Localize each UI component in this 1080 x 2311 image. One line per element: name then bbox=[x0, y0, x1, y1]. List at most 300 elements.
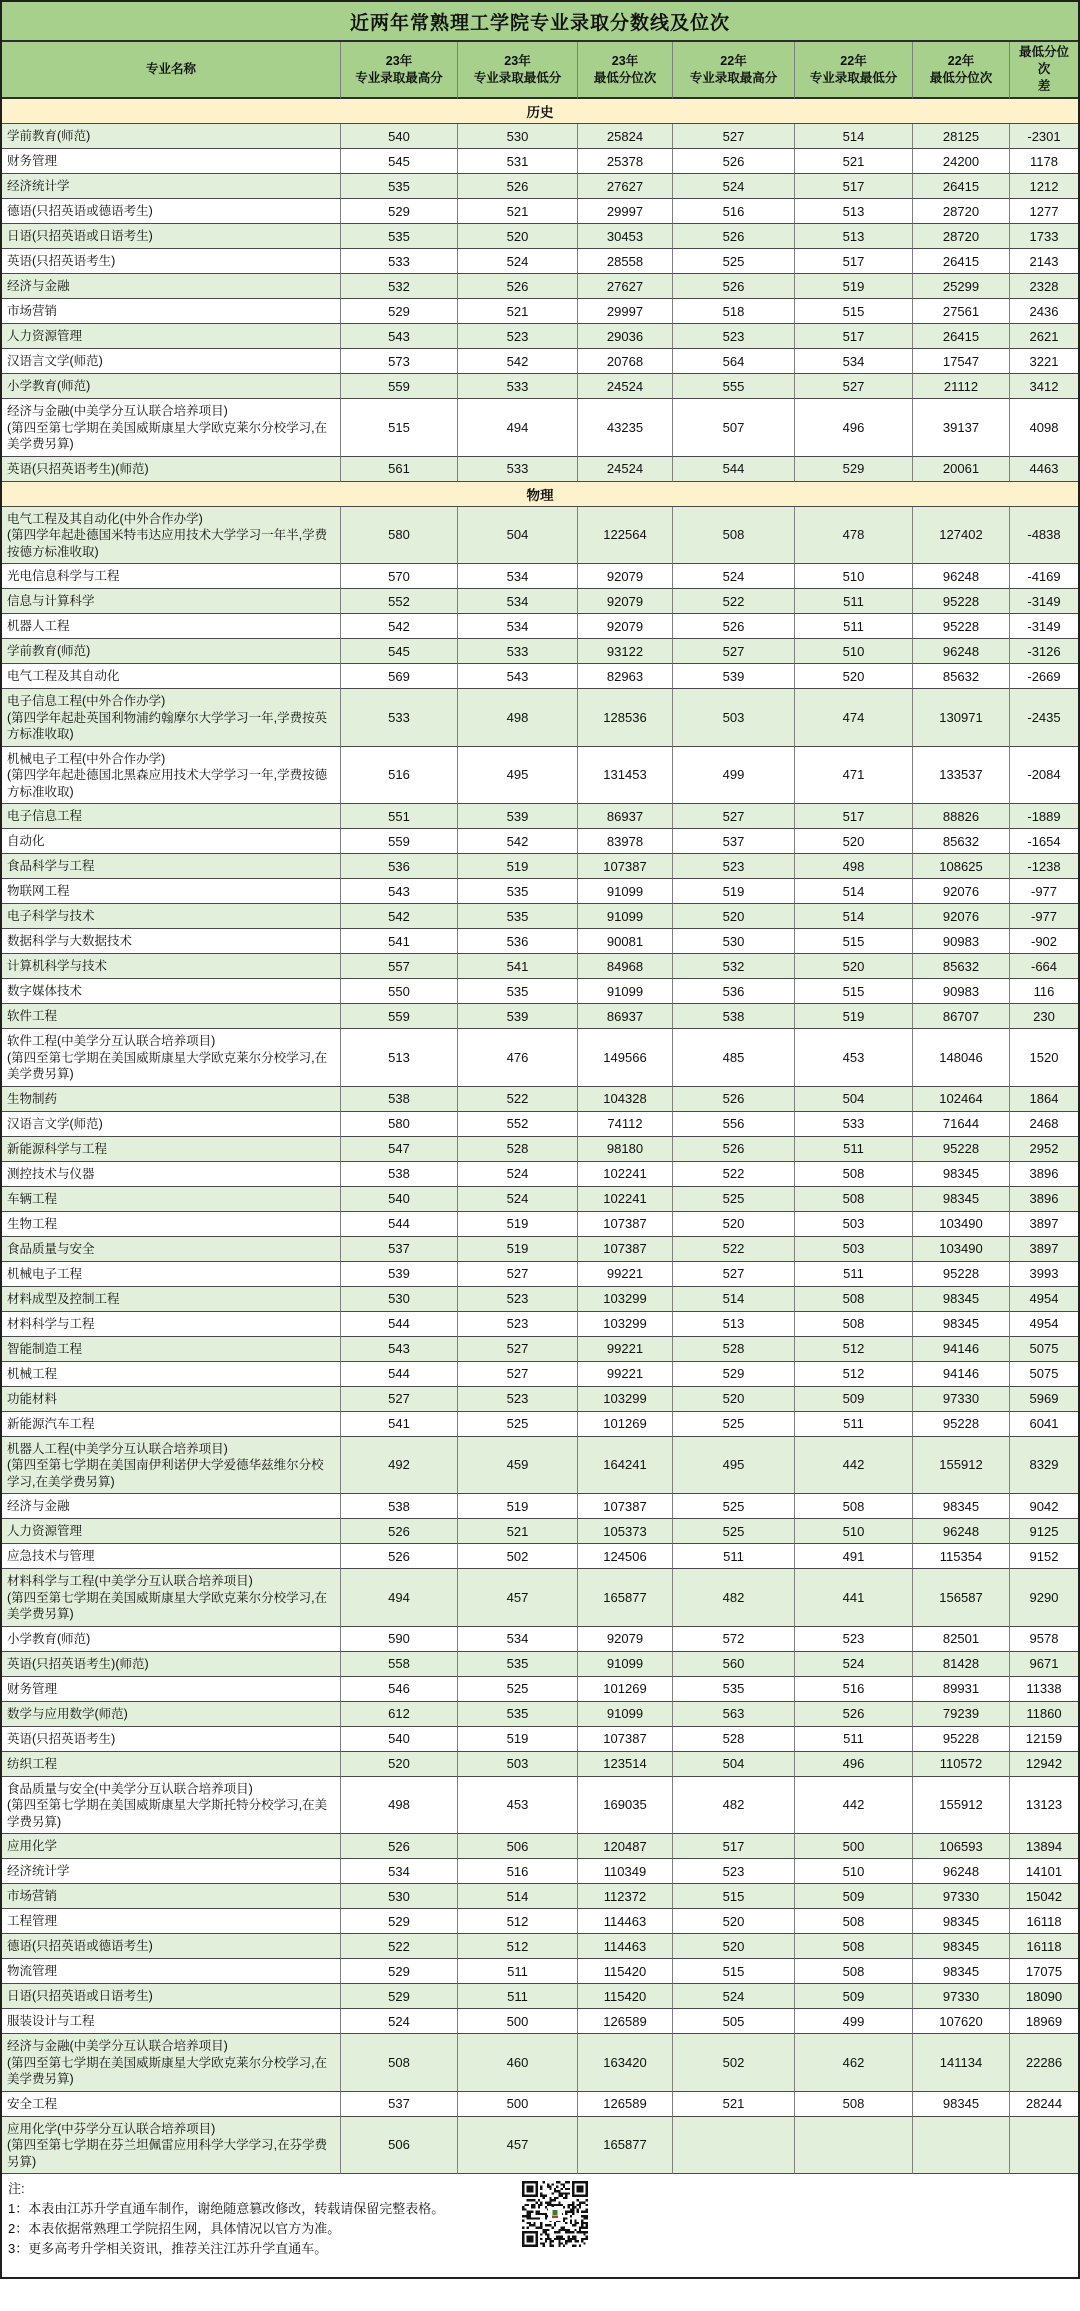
cell-value: 13894 bbox=[1010, 1834, 1078, 1859]
cell-major-name bbox=[2, 2034, 341, 2092]
cell-value: 27561 bbox=[913, 299, 1010, 324]
cell-value: 590 bbox=[341, 1627, 458, 1652]
cell-value: 26415 bbox=[913, 324, 1010, 349]
cell-value: 4463 bbox=[1010, 457, 1078, 482]
cell-major-name bbox=[2, 1112, 341, 1137]
table-row bbox=[2, 1262, 1078, 1287]
cell-value: 107387 bbox=[578, 854, 673, 879]
major-name: 经济与金融(中美学分互认联合培养项目) bbox=[7, 2039, 228, 2053]
header-label: 差 bbox=[1037, 79, 1051, 93]
cell-value: 544 bbox=[341, 1212, 458, 1237]
cell-value: -1889 bbox=[1010, 804, 1078, 829]
cell-value: 511 bbox=[795, 1137, 913, 1162]
cell-value: 91099 bbox=[578, 904, 673, 929]
major-name: 机器人工程(中美学分互认联合培养项目) bbox=[7, 1441, 228, 1456]
major-name: 电气工程及其自动化 bbox=[7, 669, 120, 683]
cell-major-name bbox=[2, 1884, 341, 1909]
major-name: 经济与金融(中美学分互认联合培养项目) bbox=[7, 404, 228, 418]
cell-value: 552 bbox=[458, 1112, 578, 1137]
table-row bbox=[2, 149, 1078, 174]
table-row bbox=[2, 1312, 1078, 1337]
cell-value: 89931 bbox=[913, 1677, 1010, 1702]
cell-major-name bbox=[2, 1652, 341, 1677]
cell-major-name bbox=[2, 2092, 341, 2117]
major-name: 德语(只招英语或德语考生) bbox=[7, 204, 153, 218]
cell-value: 92076 bbox=[913, 879, 1010, 904]
cell-major-name bbox=[2, 1287, 341, 1312]
cell-value: 534 bbox=[341, 1859, 458, 1884]
table-row bbox=[2, 929, 1078, 954]
major-name: 应急技术与管理 bbox=[7, 1549, 95, 1563]
cell-value: 525 bbox=[673, 1412, 795, 1437]
cell-value: 482 bbox=[673, 1569, 795, 1627]
table-row bbox=[2, 1412, 1078, 1437]
cell-value: 9671 bbox=[1010, 1652, 1078, 1677]
table-row bbox=[2, 2117, 1078, 2175]
table-row bbox=[2, 274, 1078, 299]
cell-value: 9578 bbox=[1010, 1627, 1078, 1652]
cell-value: 169035 bbox=[578, 1777, 673, 1835]
header-cell bbox=[341, 42, 458, 99]
cell-value: 559 bbox=[341, 829, 458, 854]
cell-major-name bbox=[2, 1702, 341, 1727]
cell-value: 534 bbox=[458, 564, 578, 589]
cell-value: 520 bbox=[795, 829, 913, 854]
cell-value: 97330 bbox=[913, 1884, 1010, 1909]
cell-value: 124506 bbox=[578, 1544, 673, 1569]
cell-value: 513 bbox=[795, 224, 913, 249]
cell-value: 509 bbox=[795, 1984, 913, 2009]
cell-value: 28720 bbox=[913, 224, 1010, 249]
table-row bbox=[2, 174, 1078, 199]
cell-value: 535 bbox=[341, 174, 458, 199]
major-name: 经济与金融 bbox=[7, 279, 70, 293]
cell-value: 43235 bbox=[578, 399, 673, 457]
cell-value: 534 bbox=[458, 589, 578, 614]
header-cell bbox=[913, 42, 1010, 99]
cell-value: 503 bbox=[673, 689, 795, 747]
cell-value: 534 bbox=[795, 349, 913, 374]
cell-value: -902 bbox=[1010, 929, 1078, 954]
cell-value: 502 bbox=[673, 2034, 795, 2092]
header-label: 专业录取最高分 bbox=[689, 70, 778, 85]
cell-value: 527 bbox=[673, 639, 795, 664]
cell-value: 126589 bbox=[578, 2092, 673, 2117]
major-name: 财务管理 bbox=[7, 154, 58, 168]
cell-value: 478 bbox=[795, 507, 913, 565]
section-header bbox=[2, 482, 1078, 507]
cell-value: 99221 bbox=[578, 1362, 673, 1387]
cell-value: 1733 bbox=[1010, 224, 1078, 249]
cell-value: 2952 bbox=[1010, 1137, 1078, 1162]
cell-major-name bbox=[2, 1752, 341, 1777]
major-name: 英语(只招英语考生) bbox=[7, 1731, 116, 1746]
cell-value: 511 bbox=[458, 1984, 578, 2009]
cell-value: 519 bbox=[458, 1727, 578, 1752]
cell-value: 526 bbox=[673, 1137, 795, 1162]
cell-value: -3149 bbox=[1010, 614, 1078, 639]
major-name: 应用化学(中芬学分互认联合培养项目) bbox=[7, 2121, 216, 2136]
table-row bbox=[2, 1362, 1078, 1387]
cell-value: 95228 bbox=[913, 1137, 1010, 1162]
cell-value: 91099 bbox=[578, 1702, 673, 1727]
cell-value: 24524 bbox=[578, 374, 673, 399]
cell-value: 509 bbox=[795, 1884, 913, 1909]
cell-value: 91099 bbox=[578, 879, 673, 904]
major-name: 日语(只招英语或日语考生) bbox=[7, 229, 153, 243]
cell-value: 30453 bbox=[578, 224, 673, 249]
cell-value: 545 bbox=[341, 639, 458, 664]
cell-value: 495 bbox=[673, 1437, 795, 1495]
cell-value: 133537 bbox=[913, 747, 1010, 805]
major-name: 汉语言文学(师范) bbox=[7, 1116, 103, 1131]
major-name: 软件工程(中美学分互认联合培养项目) bbox=[7, 1034, 216, 1048]
cell-value: 11338 bbox=[1010, 1677, 1078, 1702]
cell-value: 482 bbox=[673, 1777, 795, 1835]
major-name: 经济统计学 bbox=[7, 179, 70, 193]
header-label: 专业名称 bbox=[145, 62, 196, 76]
cell-value: 95228 bbox=[913, 589, 1010, 614]
cell-value: 519 bbox=[458, 854, 578, 879]
cell-value: 494 bbox=[458, 399, 578, 457]
cell-value: 522 bbox=[673, 1162, 795, 1187]
cell-value: 84968 bbox=[578, 954, 673, 979]
header-cell bbox=[1010, 42, 1078, 99]
table-row bbox=[2, 1544, 1078, 1569]
cell-value: 532 bbox=[341, 274, 458, 299]
cell-value: 86937 bbox=[578, 1004, 673, 1029]
cell-value: 525 bbox=[673, 249, 795, 274]
cell-value: 526 bbox=[673, 149, 795, 174]
cell-value: 547 bbox=[341, 1137, 458, 1162]
cell-value: 542 bbox=[341, 904, 458, 929]
cell-value: 107620 bbox=[913, 2009, 1010, 2034]
cell-value: 149566 bbox=[578, 1029, 673, 1087]
cell-value: 535 bbox=[458, 1702, 578, 1727]
cell-value: 106593 bbox=[913, 1834, 1010, 1859]
cell-value: 523 bbox=[673, 1859, 795, 1884]
cell-major-name bbox=[2, 954, 341, 979]
cell-value: 517 bbox=[795, 324, 913, 349]
cell-value: 580 bbox=[341, 1112, 458, 1137]
major-name: 日语(只招英语或日语考生) bbox=[7, 1989, 153, 2003]
cell-value: 545 bbox=[341, 149, 458, 174]
cell-value: 92076 bbox=[913, 904, 1010, 929]
cell-major-name bbox=[2, 1934, 341, 1959]
header-label: 23年 bbox=[611, 53, 639, 68]
cell-value: 3896 bbox=[1010, 1162, 1078, 1187]
major-detail: (第四学年起赴英国利物浦约翰摩尔大学学习一年,学费按英方标准收取) bbox=[7, 710, 328, 741]
cell-value: 74112 bbox=[578, 1112, 673, 1137]
cell-value: 520 bbox=[673, 1909, 795, 1934]
table-row bbox=[2, 2092, 1078, 2117]
cell-value: 543 bbox=[458, 664, 578, 689]
cell-value: 524 bbox=[458, 249, 578, 274]
cell-value: 11860 bbox=[1010, 1702, 1078, 1727]
cell-value: 4098 bbox=[1010, 399, 1078, 457]
cell-value: 526 bbox=[341, 1834, 458, 1859]
table-row bbox=[2, 1287, 1078, 1312]
cell-value: 526 bbox=[673, 224, 795, 249]
cell-major-name bbox=[2, 174, 341, 199]
header-label: 23年 bbox=[385, 53, 413, 68]
major-name: 车辆工程 bbox=[7, 1191, 58, 1206]
cell-major-name bbox=[2, 324, 341, 349]
qr-code bbox=[522, 2181, 588, 2247]
cell-value: 535 bbox=[458, 879, 578, 904]
cell-value: 102241 bbox=[578, 1187, 673, 1212]
cell-value: 116 bbox=[1010, 979, 1078, 1004]
cell-value: 522 bbox=[458, 1087, 578, 1112]
cell-major-name bbox=[2, 1004, 341, 1029]
cell-value: 131453 bbox=[578, 747, 673, 805]
major-name: 工程管理 bbox=[7, 1914, 58, 1928]
major-name: 小学教育(师范) bbox=[7, 379, 91, 393]
cell-major-name bbox=[2, 457, 341, 482]
cell-value: 96248 bbox=[913, 1519, 1010, 1544]
cell-value: 28125 bbox=[913, 124, 1010, 149]
cell-value: 83978 bbox=[578, 829, 673, 854]
cell-value: 82963 bbox=[578, 664, 673, 689]
cell-value: 527 bbox=[458, 1337, 578, 1362]
major-detail: (第四学年起赴德国北黑森应用技术大学学习一年,学费按德方标准收取) bbox=[7, 768, 328, 799]
table-row bbox=[2, 804, 1078, 829]
cell-value: 508 bbox=[795, 1959, 913, 1984]
cell-value: 507 bbox=[673, 399, 795, 457]
cell-value: 515 bbox=[795, 979, 913, 1004]
cell-value: 552 bbox=[341, 589, 458, 614]
cell-value: 510 bbox=[795, 639, 913, 664]
cell-value: 98345 bbox=[913, 1494, 1010, 1519]
cell-value: 98345 bbox=[913, 2092, 1010, 2117]
table-row bbox=[2, 1884, 1078, 1909]
cell-value: 542 bbox=[341, 614, 458, 639]
section-title: 物理 bbox=[2, 482, 1078, 507]
cell-value: 526 bbox=[341, 1519, 458, 1544]
cell-major-name bbox=[2, 1519, 341, 1544]
cell-value: 540 bbox=[341, 1187, 458, 1212]
table-row bbox=[2, 1752, 1078, 1777]
cell-value: 15042 bbox=[1010, 1884, 1078, 1909]
cell-value: 515 bbox=[673, 1884, 795, 1909]
cell-value: 541 bbox=[458, 954, 578, 979]
table-row bbox=[2, 614, 1078, 639]
cell-value: 523 bbox=[795, 1627, 913, 1652]
cell-value: 3221 bbox=[1010, 349, 1078, 374]
cell-value: 156587 bbox=[913, 1569, 1010, 1627]
cell-value: 4954 bbox=[1010, 1312, 1078, 1337]
cell-value: 155912 bbox=[913, 1777, 1010, 1835]
cell-value: 85632 bbox=[913, 829, 1010, 854]
header-label: 专业录取最低分 bbox=[809, 70, 898, 85]
cell-value: 527 bbox=[673, 124, 795, 149]
cell-value: 538 bbox=[341, 1162, 458, 1187]
cell-value: 97330 bbox=[913, 1984, 1010, 2009]
table-row bbox=[2, 1137, 1078, 1162]
cell-major-name bbox=[2, 1544, 341, 1569]
cell-value: 101269 bbox=[578, 1412, 673, 1437]
header-label: 最低分位次 bbox=[929, 70, 993, 85]
cell-value: 17547 bbox=[913, 349, 1010, 374]
cell-value: 98345 bbox=[913, 1312, 1010, 1337]
cell-value: 504 bbox=[458, 507, 578, 565]
cell-value: 498 bbox=[795, 854, 913, 879]
major-name: 数学与应用数学(师范) bbox=[7, 1706, 128, 1721]
cell-value: 525 bbox=[673, 1519, 795, 1544]
cell-value: 500 bbox=[458, 2092, 578, 2117]
cell-value: 523 bbox=[458, 1312, 578, 1337]
cell-value: 506 bbox=[341, 2117, 458, 2175]
major-name: 材料科学与工程(中美学分互认联合培养项目) bbox=[7, 1574, 253, 1588]
cell-value: -2669 bbox=[1010, 664, 1078, 689]
cell-value: 526 bbox=[673, 274, 795, 299]
cell-value: 96248 bbox=[913, 564, 1010, 589]
table-row bbox=[2, 199, 1078, 224]
cell-value: 523 bbox=[458, 1287, 578, 1312]
cell-value: 90081 bbox=[578, 929, 673, 954]
cell-value: 531 bbox=[458, 149, 578, 174]
cell-value: 495 bbox=[458, 747, 578, 805]
cell-value: -664 bbox=[1010, 954, 1078, 979]
cell-value: 529 bbox=[341, 1909, 458, 1934]
major-name: 安全工程 bbox=[7, 2096, 58, 2111]
cell-value: 128536 bbox=[578, 689, 673, 747]
cell-value: 527 bbox=[795, 374, 913, 399]
table-row bbox=[2, 1959, 1078, 1984]
cell-value: 559 bbox=[341, 1004, 458, 1029]
major-name: 新能源科学与工程 bbox=[7, 1141, 108, 1156]
cell-major-name bbox=[2, 1337, 341, 1362]
cell-value: 28720 bbox=[913, 199, 1010, 224]
major-name: 应用化学 bbox=[7, 1839, 58, 1853]
header-cell bbox=[578, 42, 673, 99]
table-row bbox=[2, 1702, 1078, 1727]
cell-value: 526 bbox=[673, 614, 795, 639]
cell-value: 508 bbox=[795, 1494, 913, 1519]
table-row bbox=[2, 1727, 1078, 1752]
cell-major-name bbox=[2, 639, 341, 664]
header-label: 23年 bbox=[504, 53, 531, 68]
cell-value: 1212 bbox=[1010, 174, 1078, 199]
cell-value: 453 bbox=[458, 1777, 578, 1835]
cell-value: 499 bbox=[795, 2009, 913, 2034]
cell-value: 86937 bbox=[578, 804, 673, 829]
cell-major-name bbox=[2, 829, 341, 854]
major-name: 电子科学与技术 bbox=[7, 909, 95, 923]
table-row bbox=[2, 1677, 1078, 1702]
table-row bbox=[2, 1934, 1078, 1959]
major-name: 汉语言文学(师范) bbox=[7, 354, 103, 368]
header-label: 最低分位次 bbox=[593, 70, 657, 85]
cell-value: 536 bbox=[673, 979, 795, 1004]
cell-value: 543 bbox=[341, 879, 458, 904]
cell-value: 532 bbox=[673, 954, 795, 979]
cell-value: 521 bbox=[458, 199, 578, 224]
cell-value: 99221 bbox=[578, 1262, 673, 1287]
cell-value: 523 bbox=[673, 324, 795, 349]
cell-major-name bbox=[2, 1029, 341, 1087]
major-name: 市场营销 bbox=[7, 304, 58, 318]
cell-value: 88826 bbox=[913, 804, 1010, 829]
cell-value: 521 bbox=[458, 1519, 578, 1544]
cell-value: -1654 bbox=[1010, 829, 1078, 854]
cell-value: 536 bbox=[458, 929, 578, 954]
cell-value: 544 bbox=[341, 1362, 458, 1387]
cell-value: 95228 bbox=[913, 1727, 1010, 1752]
cell-value: 517 bbox=[795, 174, 913, 199]
table-row bbox=[2, 904, 1078, 929]
cell-value: 107387 bbox=[578, 1727, 673, 1752]
major-detail: (第四至第七学期在芬兰坦佩雷应用科学大学学习,在芬学费另算) bbox=[7, 2138, 328, 2169]
cell-value: 95228 bbox=[913, 1262, 1010, 1287]
cell-value: 526 bbox=[673, 1087, 795, 1112]
cell-value: 508 bbox=[795, 1162, 913, 1187]
cell-value: 537 bbox=[673, 829, 795, 854]
cell-value: 520 bbox=[673, 904, 795, 929]
header-cell bbox=[2, 42, 341, 99]
cell-value: 524 bbox=[458, 1162, 578, 1187]
section-header bbox=[2, 99, 1078, 124]
cell-value: 541 bbox=[341, 929, 458, 954]
cell-value: 536 bbox=[341, 854, 458, 879]
cell-value: -977 bbox=[1010, 904, 1078, 929]
cell-value: 517 bbox=[673, 1834, 795, 1859]
cell-value: 21112 bbox=[913, 374, 1010, 399]
table-row bbox=[2, 374, 1078, 399]
cell-value: 148046 bbox=[913, 1029, 1010, 1087]
table-row bbox=[2, 689, 1078, 747]
cell-value: 527 bbox=[341, 1387, 458, 1412]
table-row bbox=[2, 1627, 1078, 1652]
cell-value: 550 bbox=[341, 979, 458, 1004]
cell-value: 539 bbox=[673, 664, 795, 689]
cell-value: 510 bbox=[795, 1859, 913, 1884]
cell-value: 521 bbox=[795, 149, 913, 174]
cell-value: 541 bbox=[341, 1412, 458, 1437]
cell-major-name bbox=[2, 124, 341, 149]
cell-value: 91099 bbox=[578, 979, 673, 1004]
cell-value: 521 bbox=[458, 299, 578, 324]
major-name: 电气工程及其自动化(中外合作办学) bbox=[7, 511, 203, 526]
cell-value: 2328 bbox=[1010, 274, 1078, 299]
cell-value: 17075 bbox=[1010, 1959, 1078, 1984]
table-row bbox=[2, 1029, 1078, 1087]
cell-value: 20061 bbox=[913, 457, 1010, 482]
cell-value: 94146 bbox=[913, 1362, 1010, 1387]
cell-value: 524 bbox=[341, 2009, 458, 2034]
cell-value: 540 bbox=[341, 1727, 458, 1752]
cell-value: 538 bbox=[341, 1494, 458, 1519]
major-name: 市场营销 bbox=[7, 1889, 58, 1903]
cell-value: 513 bbox=[795, 199, 913, 224]
cell-value: 112372 bbox=[578, 1884, 673, 1909]
cell-major-name bbox=[2, 299, 341, 324]
cell-value: 3897 bbox=[1010, 1212, 1078, 1237]
cell-value: 533 bbox=[458, 639, 578, 664]
major-name: 新能源汽车工程 bbox=[7, 1416, 95, 1431]
cell-major-name bbox=[2, 1137, 341, 1162]
cell-value: 527 bbox=[458, 1362, 578, 1387]
cell-major-name bbox=[2, 274, 341, 299]
cell-value: 96248 bbox=[913, 1859, 1010, 1884]
cell-value: 569 bbox=[341, 664, 458, 689]
cell-major-name bbox=[2, 1237, 341, 1262]
major-name: 经济统计学 bbox=[7, 1864, 70, 1878]
table-row bbox=[2, 1004, 1078, 1029]
cell-value: 104328 bbox=[578, 1087, 673, 1112]
cell-major-name bbox=[2, 2009, 341, 2034]
cell-value: 85632 bbox=[913, 664, 1010, 689]
